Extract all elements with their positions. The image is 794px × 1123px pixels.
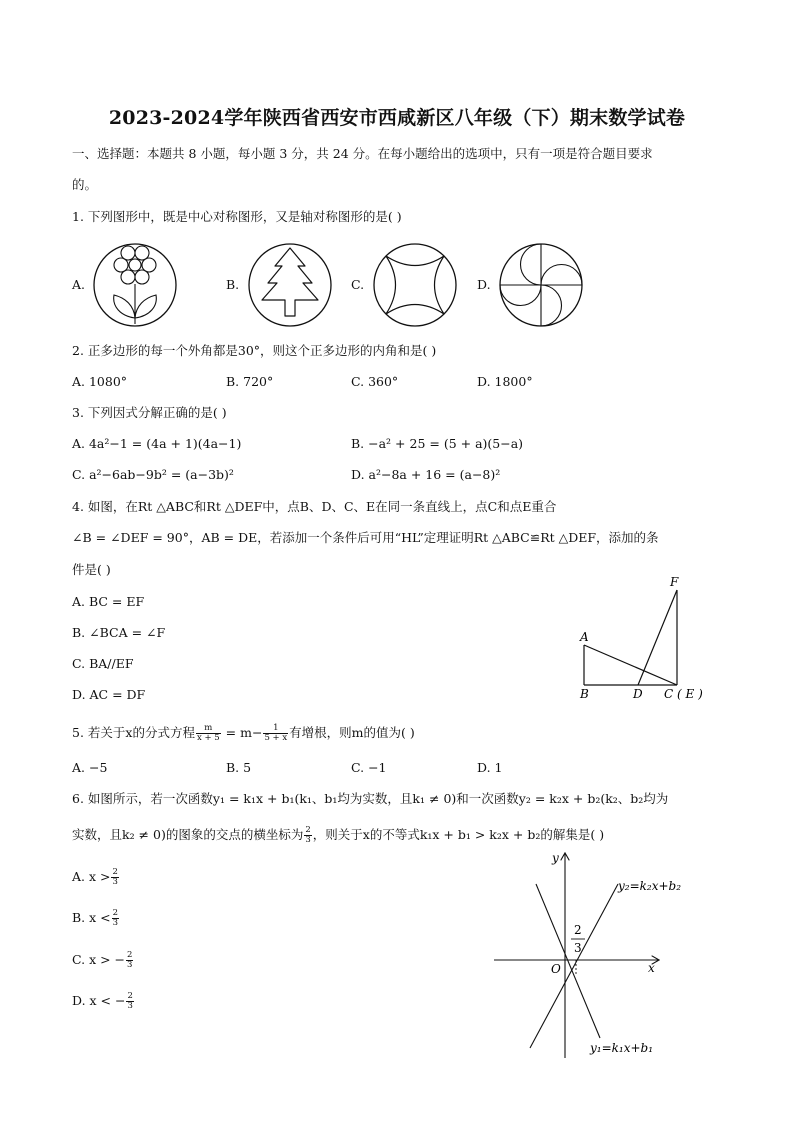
- q6-linear-functions-graph: [490, 848, 710, 1063]
- q6-line-y1: [536, 884, 600, 1038]
- q5-stem-pre: 5. 若关于x的分式方程: [72, 725, 195, 740]
- q6-line-y2: [530, 884, 618, 1048]
- q6-label-y2: y₂=k₂x+b₂: [618, 879, 682, 893]
- q4-option-b[interactable]: B. ∠BCA = ∠F: [72, 625, 166, 640]
- q1-figure-d-pinwheel: [496, 240, 586, 330]
- q4-label-a: A: [580, 630, 589, 644]
- q2-option-b[interactable]: B. 720°: [226, 374, 274, 389]
- q5-frac1-num: m: [196, 724, 221, 734]
- q6-stem-line2: [72, 826, 604, 845]
- q6-label-y: y: [552, 851, 559, 865]
- q6-option-a-pre: A. x >: [72, 869, 111, 884]
- q6-option-c-fraction: [126, 951, 133, 970]
- q6-option-a-fraction: [111, 868, 118, 887]
- q4-stem-line3: 件是( ): [72, 562, 111, 577]
- q1-figure-c-curved-square: [370, 240, 460, 330]
- q6-option-b-pre: B. x <: [72, 910, 111, 925]
- q4-label-ce: C ( E ): [664, 687, 703, 701]
- q2-stem: 2. 正多边形的每一个外角都是30°，则这个正多边形的内角和是( ): [72, 343, 437, 358]
- q4-stem-line2: ∠B = ∠DEF = 90°，AB = DE，若添加一个条件后可用“HL”定理证明Rt △ABC≌Rt △DEF，添加的条: [72, 530, 659, 545]
- q6-option-c-num: 2: [127, 950, 133, 960]
- q6-option-a[interactable]: [72, 868, 120, 887]
- q4-triangle-figure: [570, 570, 720, 705]
- q2-option-d[interactable]: D. 1800°: [477, 374, 533, 389]
- q6-graph-frac-den: 3: [574, 941, 582, 955]
- q3-option-b[interactable]: B. −a² + 25 = (5 + a)(5−a): [351, 436, 524, 451]
- q1-label-d: D.: [477, 277, 491, 292]
- q1-label-b: B.: [226, 277, 240, 292]
- q6-option-d-pre: D. x < −: [72, 993, 126, 1008]
- q6-graph-frac-num: 2: [574, 923, 582, 937]
- q1-figure-a-flower: [90, 240, 180, 330]
- q5-option-b[interactable]: B. 5: [226, 760, 252, 775]
- q6-line2-frac-den: 3: [305, 835, 311, 845]
- q1-stem: 1. 下列图形中，既是中心对称图形，又是轴对称图形的是( ): [72, 209, 402, 224]
- q6-option-b[interactable]: [72, 909, 120, 928]
- q5-option-a[interactable]: A. −5: [72, 760, 108, 775]
- q6-option-b-den: 3: [112, 918, 119, 928]
- q6-stem-line1: 6. 如图所示，若一次函数y₁ = k₁x + b₁(k₁、b₁均为实数，且k₁ ≠ 0)和一次函数y₂ = k₂x + b₂(k₂、b₂均为: [72, 791, 669, 806]
- q5-fraction-1: [196, 724, 221, 743]
- q3-stem: 3. 下列因式分解正确的是( ): [72, 405, 227, 420]
- q5-frac2-den: 5 + x: [264, 733, 288, 743]
- q6-line2-fraction: [304, 826, 311, 845]
- q6-option-d[interactable]: [72, 992, 135, 1011]
- q5-frac1-den: x + 5: [196, 733, 220, 743]
- q2-option-c[interactable]: C. 360°: [351, 374, 399, 389]
- q6-label-y1: y₁=k₁x+b₁: [590, 1041, 654, 1055]
- q6-line2-pre: 实数，且k₂ ≠ 0)的图象的交点的横坐标为: [72, 827, 304, 842]
- q3-option-c[interactable]: C. a²−6ab−9b² = (a−3b)²: [72, 467, 234, 482]
- q6-option-c-den: 3: [127, 960, 133, 970]
- q1-figure-b-tree: [245, 240, 335, 330]
- q6-label-origin: O: [551, 962, 561, 976]
- q6-option-a-num: 2: [112, 867, 118, 877]
- q6-option-c[interactable]: [72, 951, 134, 970]
- q3-option-d[interactable]: D. a²−8a + 16 = (a−8)²: [351, 467, 501, 482]
- q6-line2-post: ，则关于x的不等式k₁x + b₁ > k₂x + b₂的解集是( ): [312, 827, 605, 842]
- q6-line2-frac-num: 2: [305, 825, 311, 835]
- q5-frac2-num: 1: [263, 724, 288, 734]
- q4-label-d: D: [633, 687, 643, 701]
- q6-option-d-num: 2: [127, 991, 133, 1001]
- q6-option-b-num: 2: [112, 908, 119, 918]
- section-instructions-line1: 一、选择题：本题共 8 小题，每小题 3 分，共 24 分。在每小题给出的选项中，只有一项是符合题目要求: [72, 146, 653, 161]
- q1-label-a: A.: [72, 277, 86, 292]
- q1-label-c: C.: [351, 277, 365, 292]
- q3-option-a[interactable]: A. 4a²−1 = (4a + 1)(4a−1): [72, 436, 242, 451]
- q6-option-a-den: 3: [112, 877, 118, 887]
- q2-option-a[interactable]: A. 1080°: [72, 374, 128, 389]
- page-title: 2023-2024学年陕西省西安市西咸新区八年级（下）期末数学试卷: [108, 107, 686, 129]
- q6-label-x: x: [648, 961, 655, 975]
- q4-option-a[interactable]: A. BC = EF: [72, 594, 145, 609]
- q6-option-b-fraction: [112, 909, 119, 928]
- q5-stem: [72, 724, 415, 743]
- q5-option-d[interactable]: D. 1: [477, 760, 503, 775]
- q4-option-d[interactable]: D. AC = DF: [72, 687, 146, 702]
- q5-stem-mid: = m−: [221, 725, 263, 740]
- section-instructions-line2: 的。: [72, 177, 98, 192]
- q6-option-d-fraction: [126, 992, 133, 1011]
- q4-label-b: B: [580, 687, 589, 701]
- q4-option-c[interactable]: C. BA//EF: [72, 656, 134, 671]
- q5-stem-post: 有增根，则m的值为( ): [289, 725, 415, 740]
- q4-label-f: F: [670, 575, 679, 589]
- q6-option-c-pre: C. x > −: [72, 952, 126, 967]
- q5-fraction-2: [263, 724, 288, 743]
- q6-option-d-den: 3: [127, 1001, 133, 1011]
- q4-stem-line1: 4. 如图，在Rt △ABC和Rt △DEF中，点B、D、C、E在同一条直线上，点C和点E重合: [72, 499, 557, 514]
- q5-option-c[interactable]: C. −1: [351, 760, 387, 775]
